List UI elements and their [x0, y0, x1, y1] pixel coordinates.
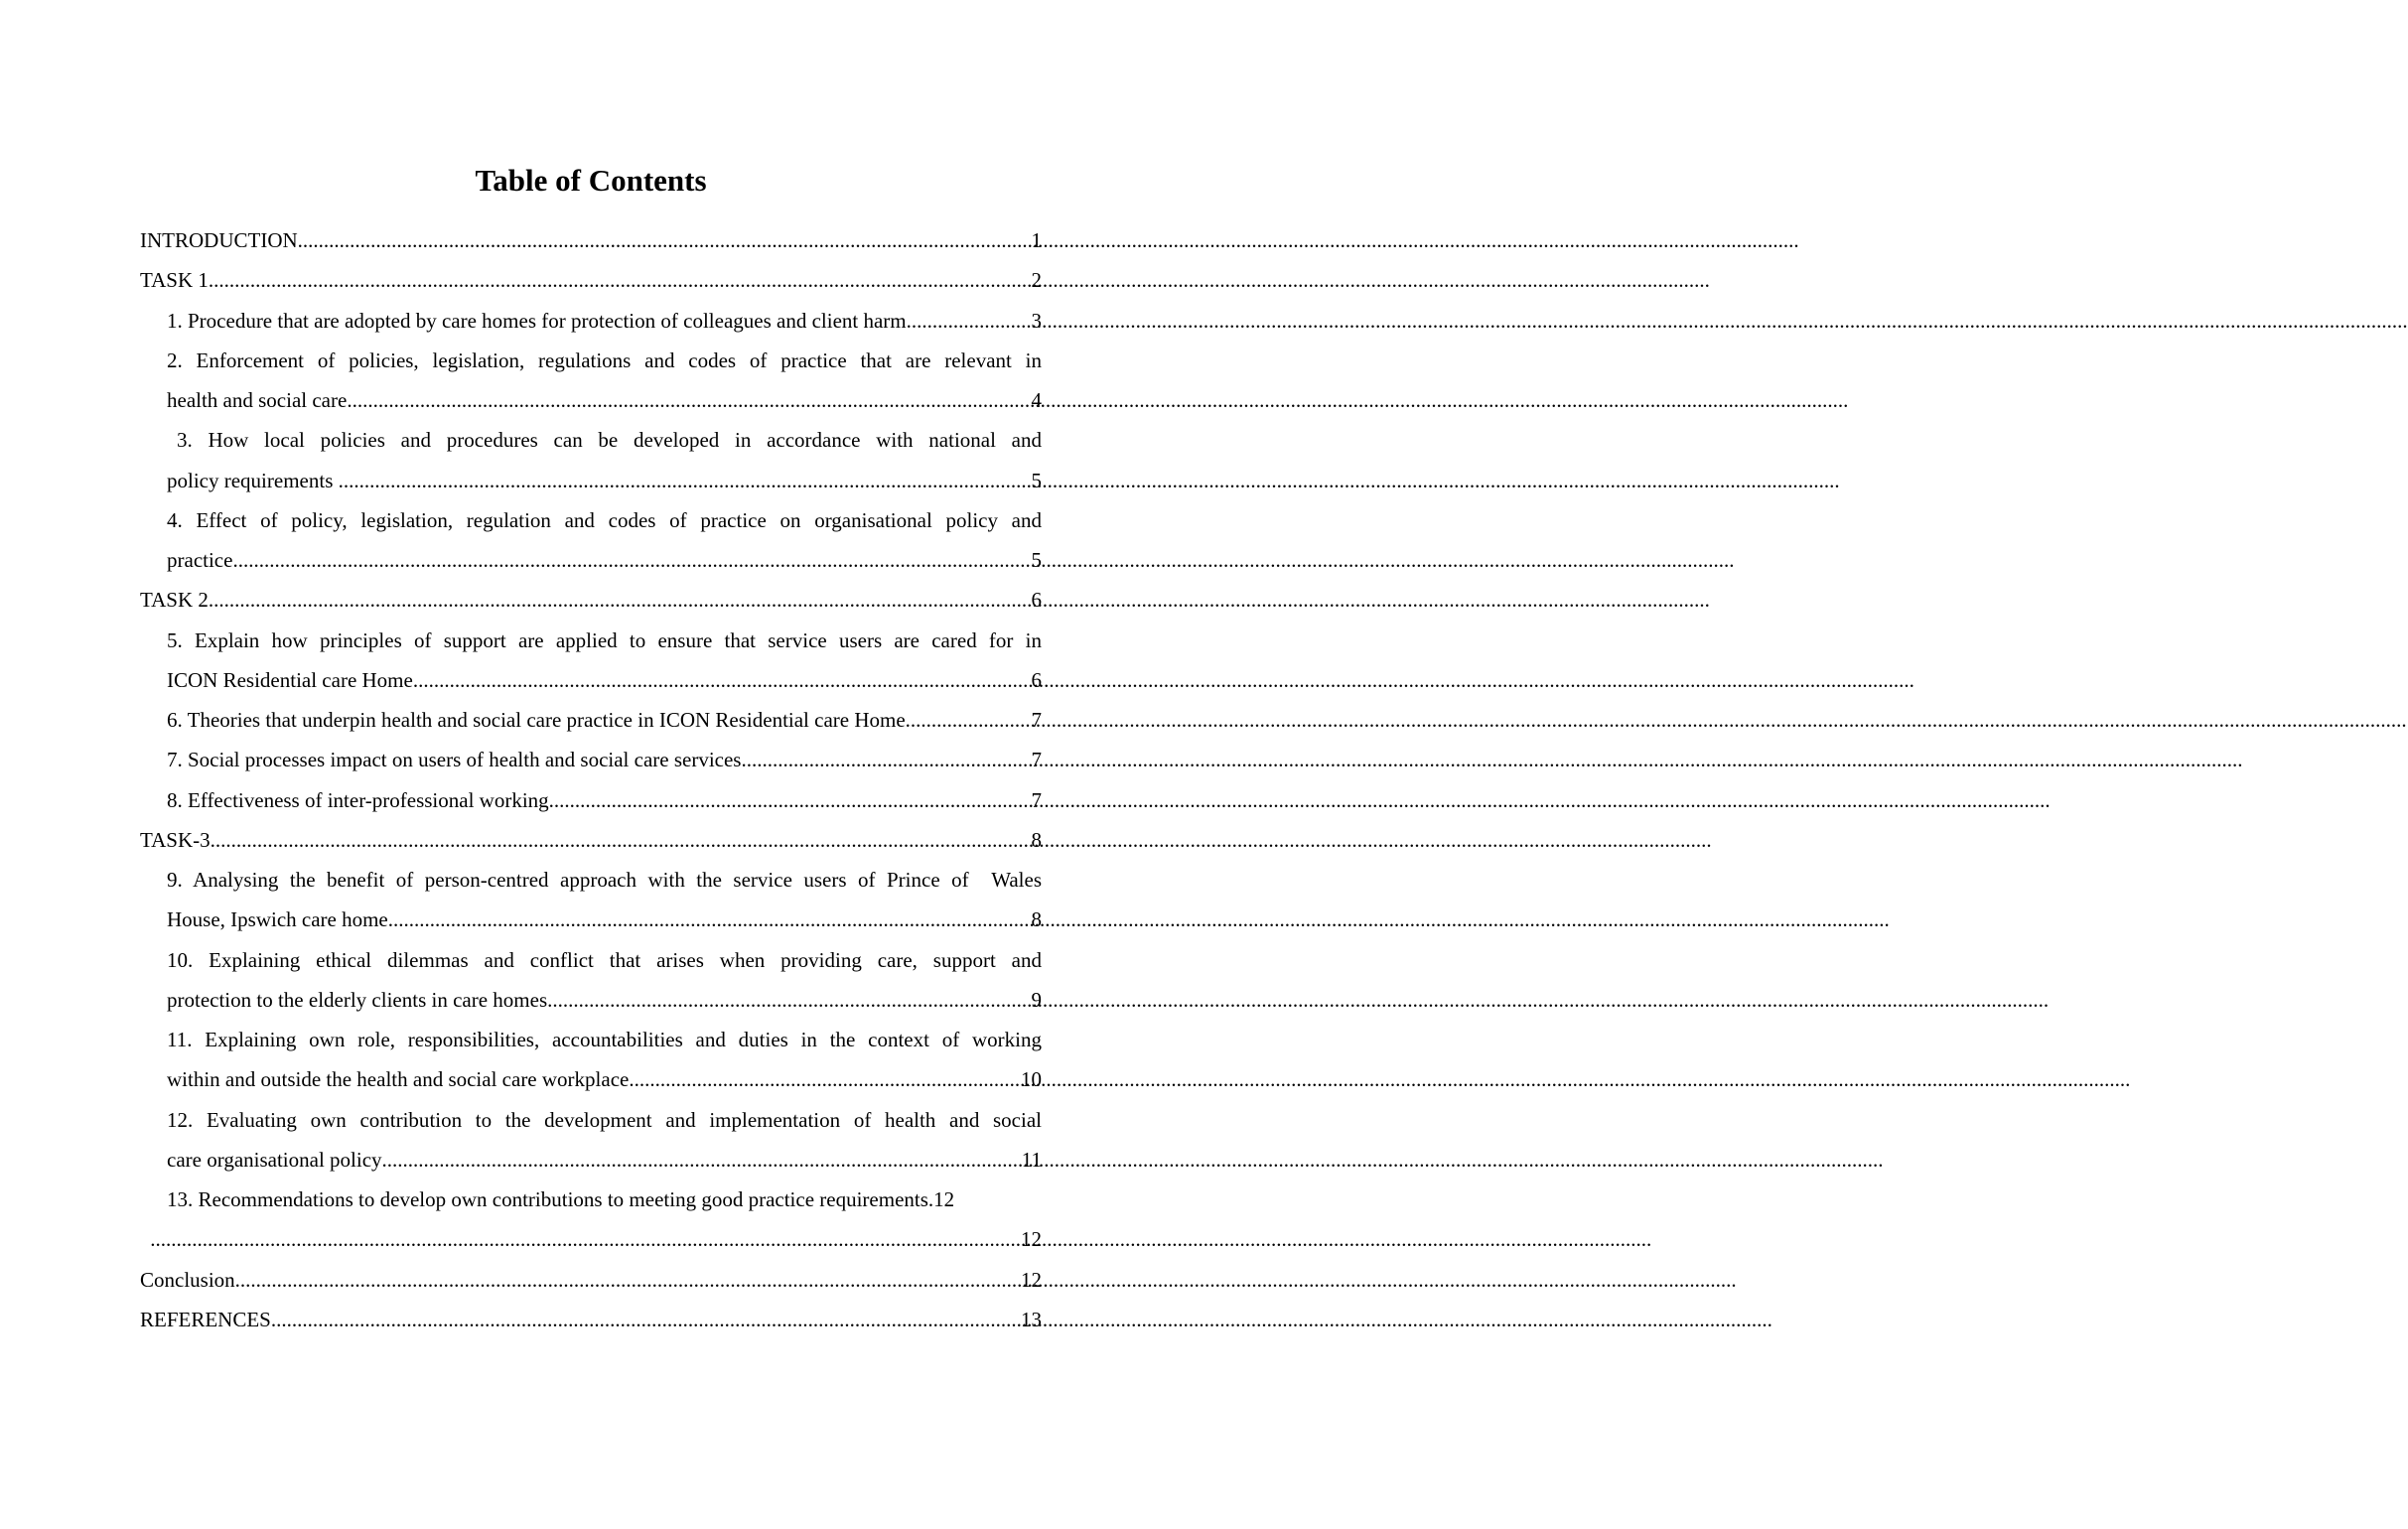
toc-page-number: 5	[1031, 468, 1042, 492]
dot-leader	[209, 260, 1032, 300]
toc-page-number: 5	[1031, 548, 1042, 572]
toc-entry-title: 10. Explaining ethical dilemmas and conflict that arises when providing care, support and	[167, 947, 1042, 972]
toc-entry-7[interactable]	[140, 740, 1042, 779]
toc-entry-title: TASK-3	[140, 827, 211, 852]
dot-leader	[271, 1300, 1021, 1339]
dot-leader	[382, 1140, 1022, 1180]
toc-entry-title: 8. Effectiveness of inter-professional working	[167, 787, 549, 812]
toc-page-number: 7	[1031, 787, 1042, 812]
table-of-contents	[140, 220, 1042, 1339]
dot-leader	[211, 820, 1032, 860]
toc-entry-title: 12. Evaluating own contribution to the development and implementation of health and social	[167, 1107, 1042, 1132]
toc-entry-title: 3. How local policies and procedures can be developed in accordance with national and	[177, 428, 1042, 453]
toc-entry-title: TASK 1	[140, 268, 209, 293]
toc-entry-references[interactable]	[140, 1300, 1042, 1339]
toc-entry-11[interactable]	[140, 1020, 1042, 1100]
toc-page-number: 6	[1031, 588, 1042, 613]
dot-leader	[907, 301, 1032, 341]
toc-page-number: 12	[1021, 1227, 1042, 1252]
toc-entry-title: 4. Effect of policy, legislation, regulation and codes of practice on organisational policy and	[167, 507, 1042, 532]
toc-entry-title-cont: health and social care	[167, 388, 348, 412]
toc-entry-blank[interactable]	[140, 1219, 1042, 1259]
dot-leader	[906, 700, 1032, 740]
toc-entry-title: TASK 2	[140, 588, 209, 613]
toc-page-number: 9	[1031, 987, 1042, 1012]
dot-leader	[339, 461, 1032, 500]
toc-entry-task-2[interactable]	[140, 580, 1042, 620]
dot-leader	[298, 220, 1032, 260]
toc-entry-conclusion[interactable]	[140, 1260, 1042, 1300]
toc-entry-2[interactable]	[140, 341, 1042, 421]
dot-leader	[549, 780, 1032, 820]
toc-page-number: 1	[1031, 228, 1042, 252]
toc-entry-9[interactable]	[140, 860, 1042, 940]
toc-entry-title: 13. Recommendations to develop own contributions to meeting good practice requirements.	[167, 1187, 934, 1211]
toc-page-number: 3	[1031, 308, 1042, 333]
toc-entry-title: INTRODUCTION	[140, 228, 298, 252]
toc-page-number: 8	[1031, 827, 1042, 852]
toc-entry-title: 1. Procedure that are adopted by care homes for protection of colleagues and client harm	[167, 308, 907, 333]
toc-entry-task-3[interactable]	[140, 820, 1042, 860]
toc-entry-title: 6. Theories that underpin health and social care practice in ICON Residential care Home	[167, 708, 906, 732]
toc-page-number: 6	[1031, 667, 1042, 692]
dot-leader	[413, 660, 1032, 700]
dot-leader	[629, 1059, 1021, 1099]
toc-entry-1[interactable]	[140, 301, 1042, 341]
dot-leader	[547, 980, 1031, 1020]
toc-entry-5[interactable]	[140, 621, 1042, 701]
toc-page-number: 10	[1021, 1067, 1042, 1092]
toc-entry-title: REFERENCES	[140, 1307, 271, 1331]
toc-entry-10[interactable]	[140, 940, 1042, 1021]
dot-leader	[232, 540, 1031, 580]
dot-leader	[235, 1260, 1021, 1300]
toc-entry-title: 7. Social processes impact on users of health and social care services	[167, 748, 742, 772]
dot-leader	[388, 900, 1032, 939]
toc-page-number: 2	[1031, 268, 1042, 293]
dot-leader	[150, 1219, 1021, 1259]
toc-page-number: 12	[933, 1187, 955, 1211]
toc-entry-introduction[interactable]	[140, 220, 1042, 260]
toc-entry-title: 11. Explaining own role, responsibilities, accountabilities and duties in the context of working	[167, 1028, 1042, 1051]
toc-page-number: 7	[1031, 748, 1042, 772]
toc-entry-title: 9. Analysing the benefit of person-centred approach with the service users of Prince of Wales	[167, 868, 1042, 892]
toc-entry-title: Conclusion	[140, 1267, 235, 1292]
dot-leader	[347, 380, 1031, 420]
toc-entry-8[interactable]	[140, 780, 1042, 820]
toc-entry-3[interactable]	[140, 420, 1042, 500]
toc-page-number: 4	[1031, 388, 1042, 412]
toc-entry-title: 2. Enforcement of policies, legislation, regulations and codes of practice that are relevant in	[167, 348, 1042, 372]
toc-page-number: 11	[1021, 1147, 1042, 1172]
dot-leader	[741, 740, 1031, 779]
toc-entry-4[interactable]	[140, 500, 1042, 581]
toc-entry-6[interactable]	[140, 700, 1042, 740]
toc-entry-task-1[interactable]	[140, 260, 1042, 300]
toc-page-number: 7	[1031, 708, 1042, 732]
toc-entry-title-cont: policy requirements	[167, 468, 339, 492]
toc-entry-12[interactable]	[140, 1100, 1042, 1181]
toc-entry-title-cont: care organisational policy	[167, 1147, 382, 1172]
toc-entry-title-cont: within and outside the health and social care workplace	[167, 1067, 630, 1092]
toc-entry-title-cont: House, Ipswich care home	[167, 907, 388, 932]
toc-entry-title: 5. Explain how principles of support are applied to ensure that service users are cared for in	[167, 627, 1042, 652]
toc-entry-13[interactable]	[140, 1180, 1042, 1219]
toc-page-number: 8	[1031, 907, 1042, 932]
toc-entry-title-cont: ICON Residential care Home	[167, 667, 413, 692]
toc-entry-title-cont: practice	[167, 548, 233, 572]
toc-entry-title-cont: protection to the elderly clients in care homes	[167, 987, 548, 1012]
dot-leader	[209, 580, 1032, 620]
page-title: Table of Contents	[475, 163, 707, 198]
toc-page-number: 13	[1021, 1307, 1042, 1331]
toc-page-number: 12	[1021, 1267, 1042, 1292]
